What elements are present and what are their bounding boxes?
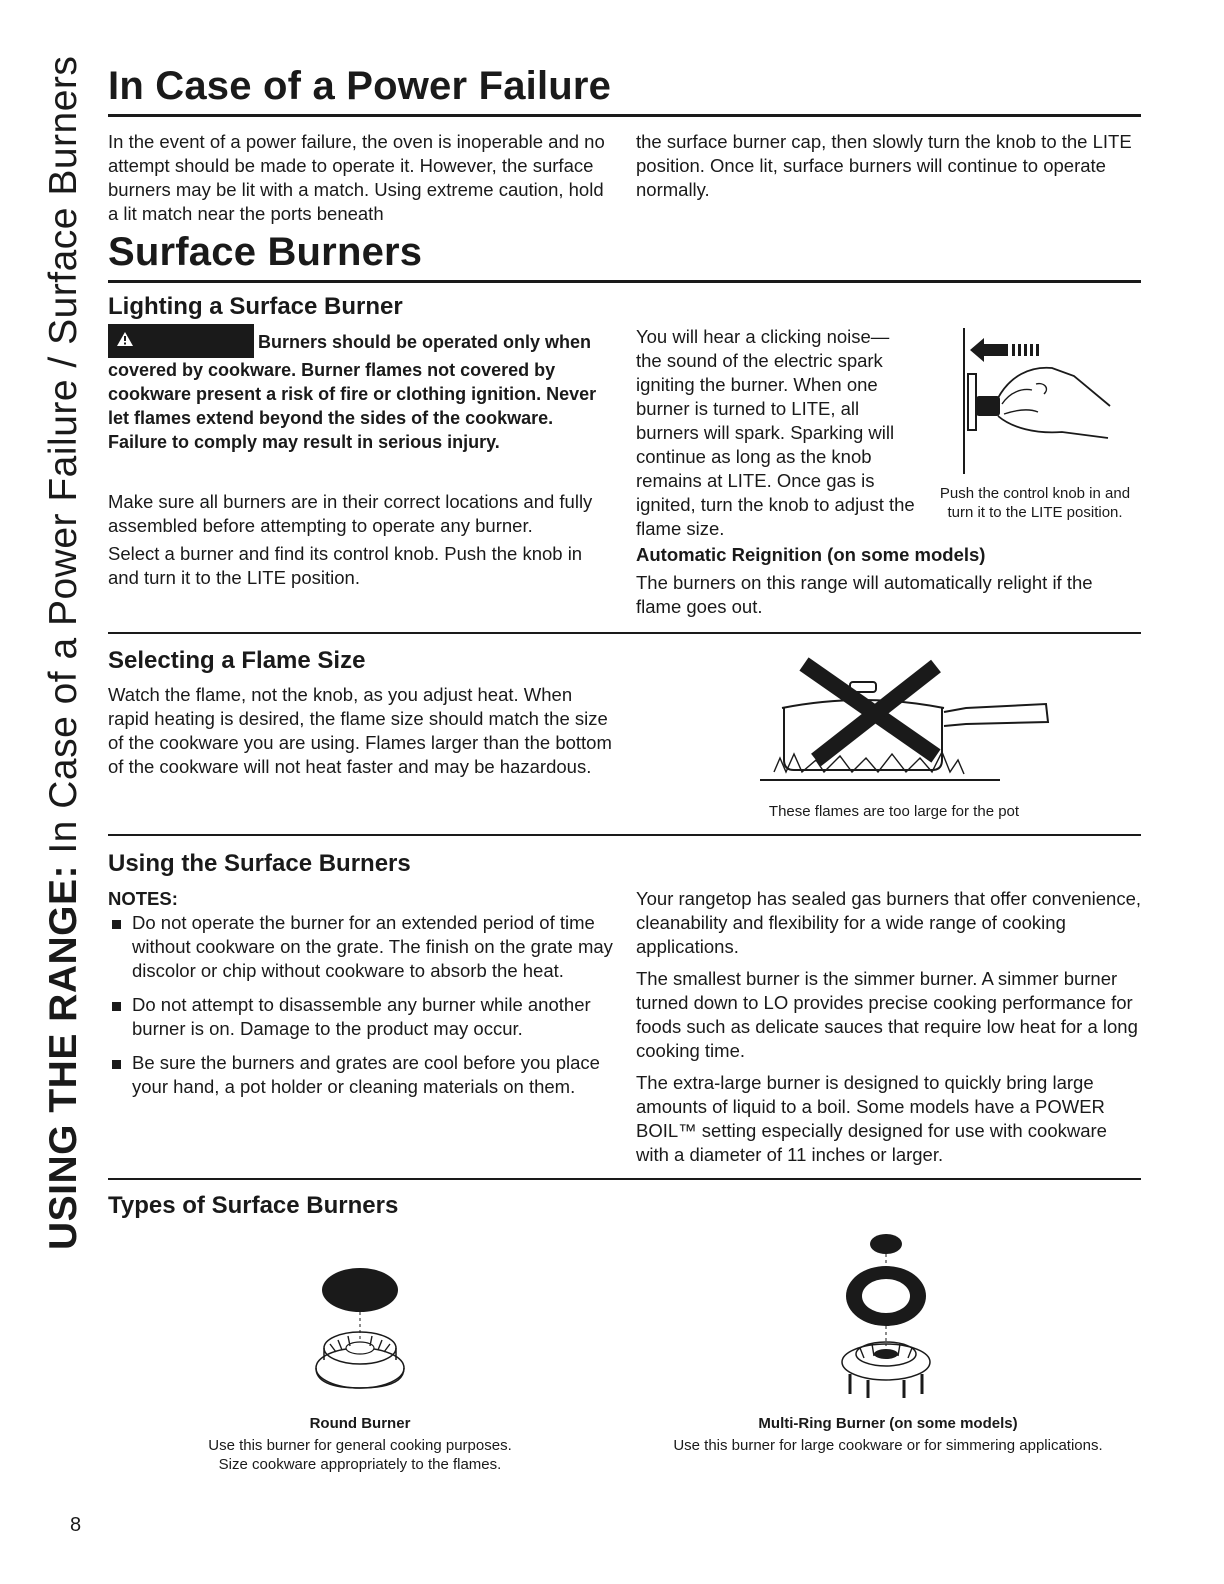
lighting-heading: Lighting a Surface Burner — [108, 293, 403, 320]
list-item — [108, 911, 618, 983]
note-text: Do not attempt to disassemble any burner while another burner is on. Damage to the product may occur. — [132, 994, 591, 1039]
section-divider — [108, 1178, 1141, 1180]
title-rule — [108, 280, 1141, 283]
note-text: Be sure the burners and grates are cool before you place your hand, a pot holder or cleaning materials on them. — [132, 1052, 600, 1097]
list-item — [108, 993, 618, 1041]
power-failure-col2: the surface burner cap, then slowly turn the knob to the LITE position. Once lit, surface burners will continue to operate normally. — [636, 131, 1132, 200]
round-burner-line2: Size cookware appropriately to the flames. — [218, 1456, 502, 1473]
multi-burner-title: Multi-Ring Burner (on some models) — [758, 1415, 1018, 1432]
multi-ring-burner-illustration — [820, 1230, 950, 1402]
reignition-text: The burners on this range will automatically relight if the flame goes out. — [636, 572, 1093, 617]
using-right-para3: The extra-large burner is designed to quickly bring large amounts of liquid to a boil. Some models have a POWER BOIL™ setting especially designed for use with cookware with a diameter of 11 inches or larger. — [636, 1072, 1107, 1165]
warning-badge — [108, 324, 254, 358]
types-heading: Types of Surface Burners — [108, 1192, 399, 1219]
power-failure-title: In Case of a Power Failure — [108, 64, 612, 108]
flame-size-text: Watch the flame, not the knob, as you adjust heat. When rapid heating is desired, the flame size should match the size of the cookware you are using. Flames larger than the bottom of the cookware will not heat faster and may be hazardous. — [108, 684, 612, 777]
notes-label: NOTES: — [108, 888, 178, 909]
bullet-icon — [112, 1060, 121, 1069]
flame-caption: These flames are too large for the pot — [768, 803, 1020, 820]
round-burner-line1: Use this burner for general cooking purposes. — [208, 1437, 512, 1454]
knob-caption: Push the control knob in and turn it to the LITE position. — [939, 485, 1131, 521]
using-right-para2: The smallest burner is the simmer burner. A simmer burner turned down to LO provides precise cooking performance for foods such as delicate sauces that require low heat for a long cooking time. — [636, 968, 1138, 1061]
multi-burner-caption — [648, 1414, 1128, 1455]
side-tab — [42, 56, 86, 1250]
note-text: Do not operate the burner for an extended period of time without cookware on the grate. The finish on the grate may discolor or chip without cookware to absorb the heat. — [132, 912, 613, 981]
using-heading: Using the Surface Burners — [108, 850, 411, 877]
page-number: 8 — [70, 1514, 82, 1536]
section-divider — [108, 632, 1141, 634]
reignition-heading: Automatic Reignition (on some models) — [636, 544, 986, 565]
side-tab-suffix: In Case of a Power Failure / Surface Burners — [42, 55, 85, 865]
warning-triangle-icon — [116, 331, 134, 347]
warning-text: Burners should be operated only when covered by cookware. Burner flames not covered by cookware present a risk of fire or clothing ignition. Never let flames extend beyond the sides of the cookware. Failure to comply may result in serious injury. — [108, 332, 597, 452]
notes-list — [108, 911, 618, 1109]
push-knob-illustration — [940, 326, 1120, 476]
bullet-icon — [112, 1002, 121, 1011]
oversized-flame-illustration — [760, 652, 1060, 792]
flame-size-heading: Selecting a Flame Size — [108, 647, 366, 674]
multi-burner-line1: Use this burner for large cookware or for simmering applications. — [673, 1437, 1103, 1454]
warning-block — [108, 324, 613, 454]
surface-burners-title: Surface Burners — [108, 230, 423, 274]
round-burner-title: Round Burner — [309, 1415, 411, 1432]
section-divider — [108, 834, 1141, 836]
round-burner-illustration — [300, 1264, 420, 1404]
bullet-icon — [112, 920, 121, 929]
lighting-para1: Make sure all burners are in their correct locations and fully assembled before attempting to operate any burner. — [108, 491, 593, 536]
lighting-para2: Select a burner and find its control knob. Push the knob in and turn it to the LITE position. — [108, 543, 583, 588]
using-right-para1: Your rangetop has sealed gas burners that offer convenience, cleanability and flexibility for a wide range of cooking applications. — [636, 888, 1141, 957]
title-rule — [108, 114, 1141, 117]
power-failure-col1: In the event of a power failure, the oven is inoperable and no attempt should be made to operate it. However, the surface burners may be lit with a match. Using extreme caution, hold a lit match near the ports beneath — [108, 131, 605, 224]
side-tab-prefix: USING THE RANGE: — [42, 864, 85, 1250]
lighting-right-para: You will hear a clicking noise— the sound of the electric spark igniting the burner. When one burner is turned to LITE, all burners will spark. Sparking will continue as long as the knob remains at LITE. Once gas is ignited, turn the knob to adjust the flame size. — [636, 326, 915, 539]
round-burner-caption — [160, 1414, 560, 1474]
list-item — [108, 1051, 618, 1099]
